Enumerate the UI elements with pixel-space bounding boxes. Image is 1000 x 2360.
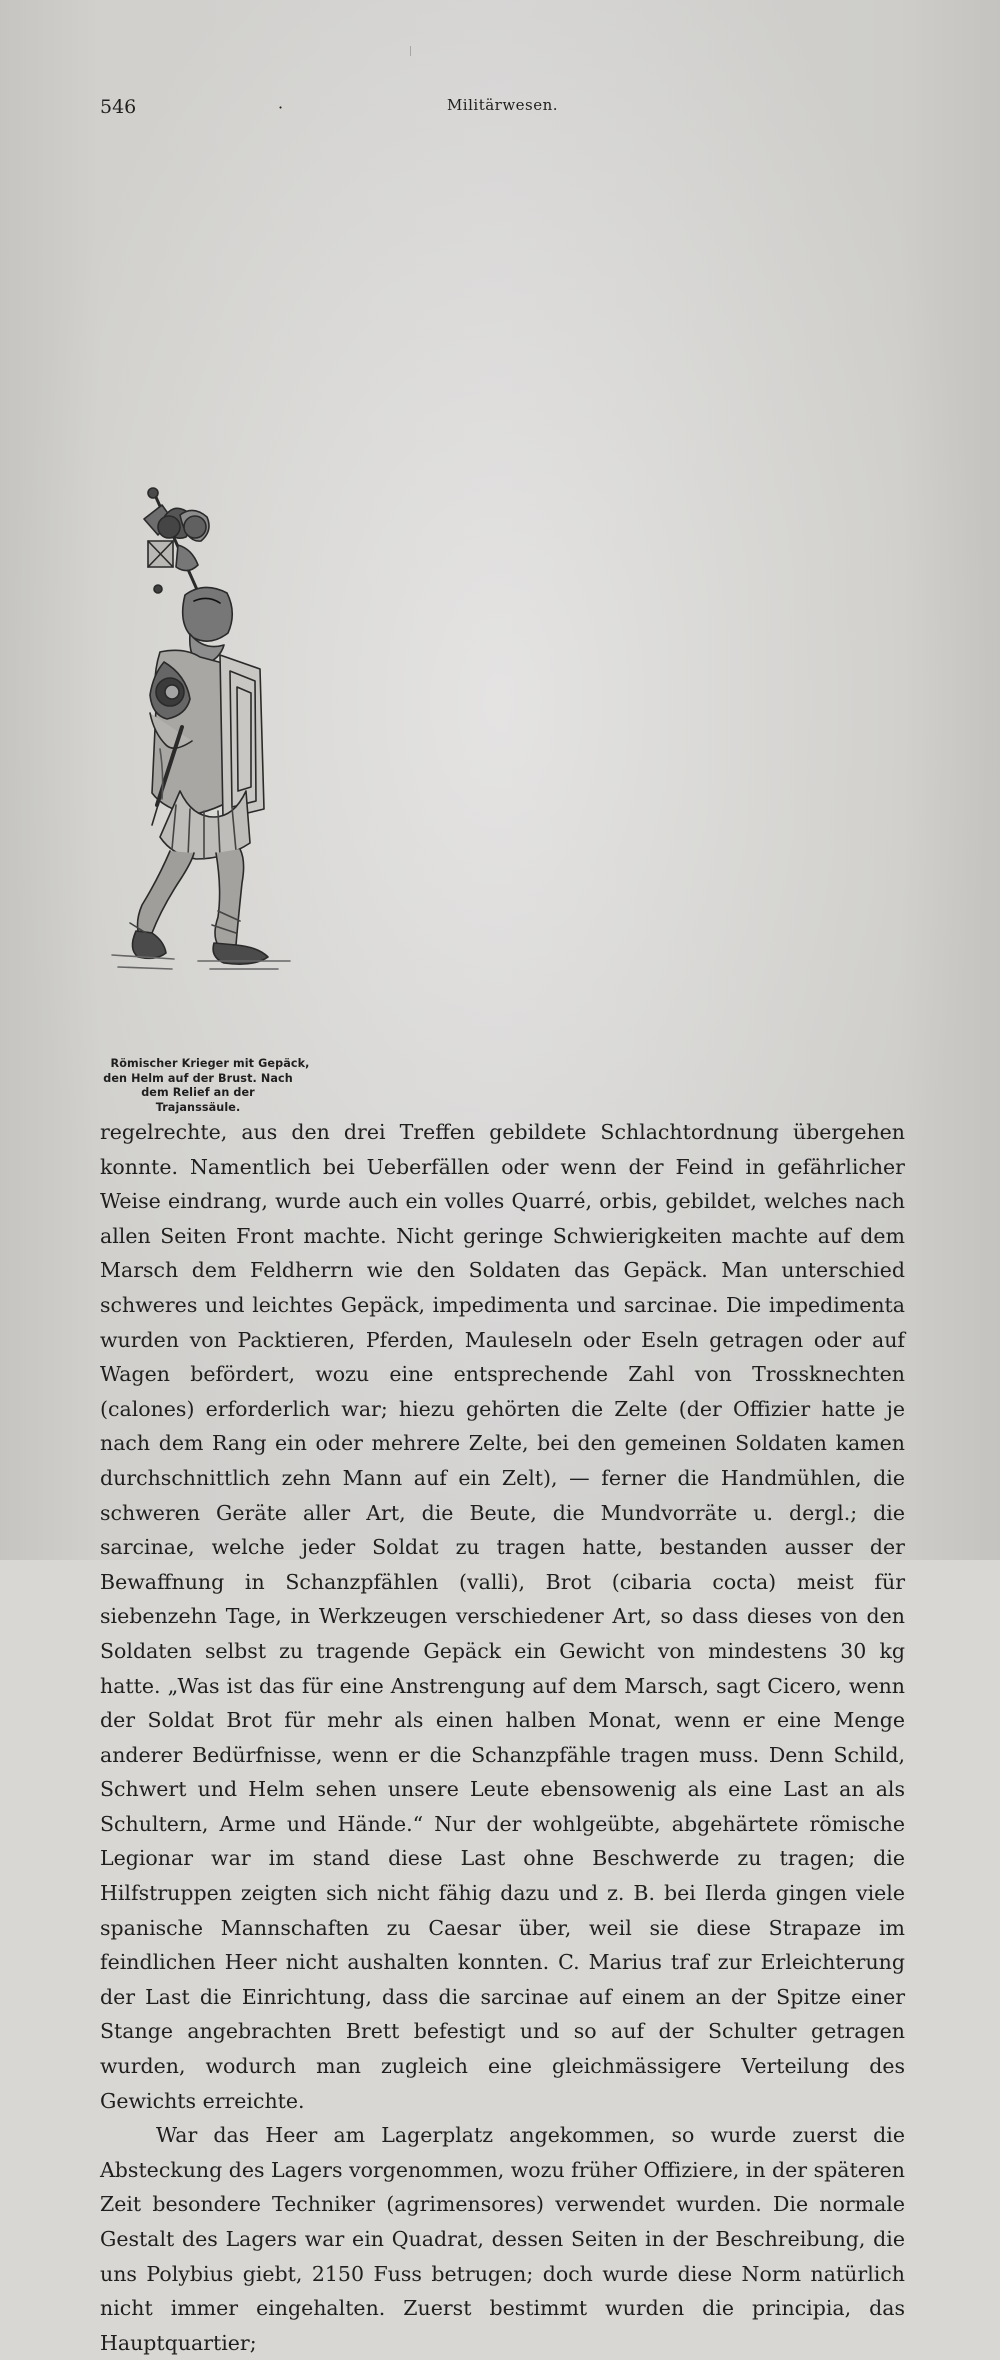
body-text (100, 142, 905, 2360)
header-dot: · (278, 98, 284, 117)
page-number: 546 (100, 96, 137, 118)
paragraph-1-text: regelrechte, aus den drei Treffen gebildete Schlachtordnung übergehen konnte. Namentlich bei Ueberfällen oder wenn der Feind in gefährlicher Weise eindrang, wurde auch ein volles Quarré, orbis, gebildet, welches nach allen Seiten Front machte. Nicht geringe Schwierigkeiten machte auf dem Marsch dem Feldherrn wie den Soldaten das Gepäck. Man unterschied schweres und leichtes Gepäck, impedimenta und sarcinae. Die impedimenta wurden von Packtieren, Pferden, Mauleseln oder Eseln getragen oder auf Wagen befördert, wozu eine entsprechende Zahl von Trossknechten (calones) erforderlich war; hiezu gehörten die Zelte (der Offizier hatte je nach dem Rang ein oder mehrere Zelte, bei den gemeinen Soldaten kamen durchschnittlich zehn Mann auf ein Zelt), — ferner die Handmühlen, die schweren Geräte aller Art, die Beute, die Mundvorräte u. dergl.; die sarcinae, welche jeder Soldat zu tragen hatte, bestanden ausser der Bewaffnung in Schanzpfählen (valli), Brot (cibaria cocta) meist für siebenzehn Tage, in Werkzeugen verschiedener Art, so dass dieses von den Soldaten selbst zu tragende Gepäck ein Gewicht von mindestens 30 kg hatte. „Was ist das für eine Anstrengung auf dem Marsch, sagt Cicero, wenn der Soldat Brot für mehr als einen halben Monat, wenn er eine Menge anderer Bedürfnisse, wenn er die Schanzpfähle tragen muss. Denn Schild, Schwert und Helm sehen unsere Leute ebensowenig als eine Last an als Schultern, Arme und Hände.“ Nur der wohlgeübte, abgehärtete römische Legionar war im stand diese Last ohne Beschwerde zu tragen; die Hilfstruppen zeigten sich nicht fähig dazu und z. B. bei Ilerda gingen viele spanische Mannschaften zu Caesar über, weil sie diese Strapaze im feindlichen Heer nicht aushalten konnten. C. Marius traf zur Erleichterung der Last die Einrichtung, dass die sarcinae auf einem an der Spitze einer Stange angebrachten Brett befestigt und so auf der Schulter getragen wurden, wodurch man zugleich eine gleichmässigere Verteilung des Gewichts erreichte. (100, 1120, 905, 2113)
page-header (100, 96, 905, 126)
paragraph-2: War das Heer am Lagerplatz angekommen, so wurde zuerst die Absteckung des Lagers vorgenommen, wozu früher Offiziere, in der späteren Zeit besondere Techniker (agrimensores) verwendet wurden. Die normale Gestalt des Lagers war ein Quadrat, dessen Seiten in der Beschreibung, die uns Polybius giebt, 2150 Fuss betrugen; doch wurde diese Norm natürlich nicht immer eingehalten. Zuerst bestimmt wurden die principia, das Hauptquartier; (100, 2123, 905, 2355)
running-head: Militärwesen. (446, 96, 559, 114)
figure (100, 487, 300, 1057)
figure-caption: Römischer Krieger mit Gepäck, den Helm auf der Brust. Nach dem Relief an der Trajanssäule. (103, 1057, 310, 1114)
page-mark (410, 46, 417, 56)
roman-soldier-with-pack-illustration (100, 487, 300, 991)
